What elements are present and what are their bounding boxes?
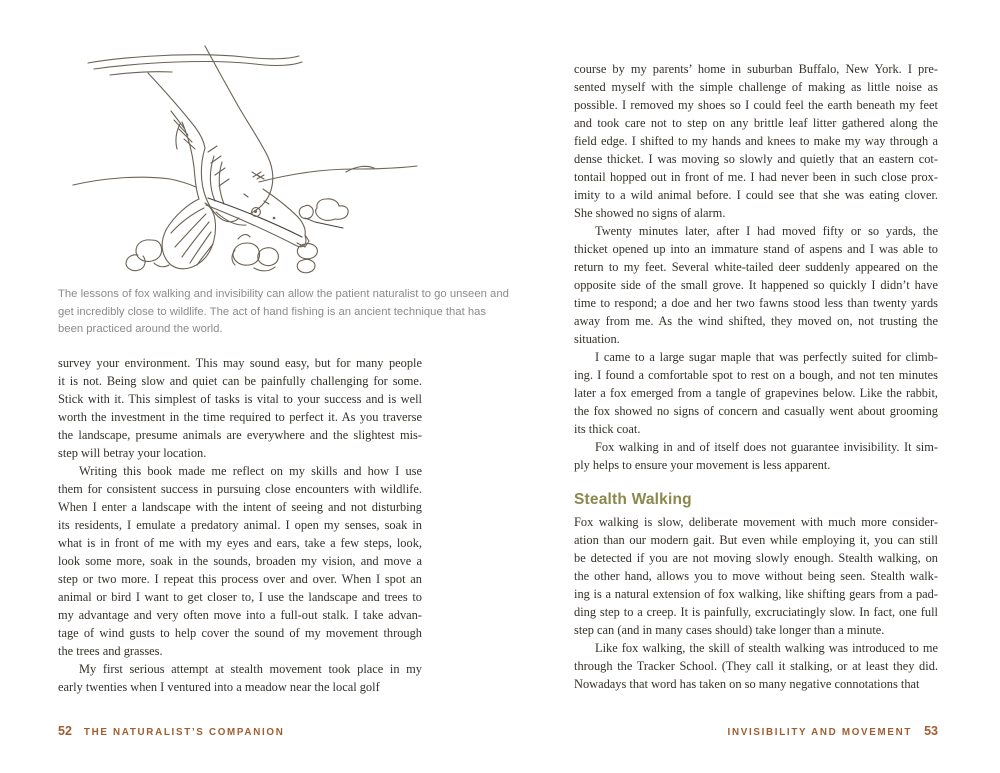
text-line: my advantage and very often move into a full-out stalk. I take advan- (58, 608, 422, 622)
text-line: the landscape, presume animals are everywhere and the slightest mis- (58, 428, 422, 442)
text-line: time to respond; a doe and her two fawns stood less than twenty yards (574, 296, 938, 310)
text-line: animal or bird I want to get closer to, I use the landscape and trees to (58, 590, 422, 604)
text-line: look some more, soak in the sounds, broaden my vision, and move a (58, 554, 422, 568)
text-line: return to my feet. Several white-tailed deer suddenly appeared on the (574, 260, 938, 274)
text-line: its residents, I emulate a predatory animal. I open my senses, soak in (58, 518, 422, 532)
stream-bed-rocks (73, 166, 417, 273)
text-line: the fox showed no signs of concern and casually went about grooming (574, 404, 938, 418)
text-line: away from me. As the wind shifted, they moved on, not trusting the (574, 314, 938, 328)
text-line: step will betray your location. (58, 446, 207, 460)
chapter-running-foot: INVISIBILITY AND MOVEMENT (727, 727, 913, 738)
text-line: course by my parents’ home in suburban Buffalo, New York. I pre- (574, 62, 938, 76)
text-line: Fox walking is slow, deliberate movement with much more consider- (574, 515, 938, 529)
text-line: them for consistent success in pursuing close encounters with wildlife. (58, 482, 422, 496)
text-line: Stick with it. This simplest of tasks is vital to your success and is well (58, 392, 422, 406)
text-line: field edge. I shifted to my hands and knees to make my way through a (574, 134, 938, 148)
text-line: I came to a large sugar maple that was perfectly suited for climb- (595, 350, 938, 364)
text-line: the trees and grasses. (58, 644, 163, 658)
caption-line: been practiced around the world. (58, 323, 223, 335)
text-line: tage of wind gusts to help cover the sound of my movement through (58, 626, 422, 640)
text-line: She showed no signs of alarm. (574, 206, 726, 220)
fish (171, 111, 309, 247)
water-surface-lines (88, 55, 302, 75)
text-line: its thick coat. (574, 422, 641, 436)
text-line: When I enter a landscape with the intent of seeing and not disturbing (58, 500, 422, 514)
text-line: dense thicket. I was moving so slowly and quietly that an eastern cot- (574, 152, 938, 166)
illustration-caption (58, 286, 509, 339)
page-number: 53 (924, 724, 938, 738)
text-line: ation than our modern gait. But even while employing it, you can still (574, 533, 938, 547)
text-line: survey your environment. This may sound easy, but for many people (58, 356, 422, 370)
left-page-body (58, 354, 422, 696)
book-title-running-foot: THE NATURALIST’S COMPANION (83, 727, 285, 738)
text-line: opposite side of the small grove. It happened so quickly I didn’t have (574, 278, 938, 292)
right-page-footer (574, 724, 938, 738)
page-number: 52 (58, 724, 72, 738)
hand-fishing-illustration (58, 36, 422, 282)
arm (148, 46, 273, 213)
text-line: and took care not to step on any brittle leaf litter gathered along the (574, 116, 938, 130)
text-line: through the Tracker School. (They call it stalking, or at least they did. (574, 659, 938, 673)
text-line: ing. I found a comfortable spot to rest on a bough, and not ten minutes (574, 368, 938, 382)
text-line: Like fox walking, the skill of stealth walking was introduced to me (595, 641, 938, 655)
text-line: thicket opened up into an immature stand of aspens and I was able to (574, 242, 938, 256)
text-line: the other hand, allows you to move without being seen. Stealth walk- (574, 569, 938, 583)
text-line: Writing this book made me reflect on my skills and how I use (79, 464, 422, 478)
text-line: step or two more. I repeat this process over and over. When I spot an (58, 572, 422, 586)
text-line: situation. (574, 332, 620, 346)
text-line: what is in front of me with my eyes and ears, take a few steps, look, (58, 536, 422, 550)
text-line: ing is a natural extension of fox walking, like shifting gears from a pad- (574, 587, 938, 601)
left-page-footer (58, 724, 422, 738)
right-page-body (574, 60, 938, 693)
text-line: My first serious attempt at stealth movement took place in my (79, 662, 422, 676)
text-line: Fox walking in and of itself does not guarantee invisibility. It sim- (595, 440, 938, 454)
caption-line: The lessons of fox walking and invisibility can allow the patient naturalist to go unseen and (58, 288, 509, 300)
text-line: later a fox emerged from a tangle of grapevines below. Like the rabbit, (574, 386, 938, 400)
text-line: imity to a wild animal before. I could see that she was eating clover. (574, 188, 938, 202)
tail-fin (162, 199, 215, 269)
text-line: tontail hopped out in front of me. I had never been in such close prox- (574, 170, 938, 184)
text-line: sented myself with the simple challenge of making as little noise as (574, 80, 938, 94)
text-line: early twenties when I ventured into a meadow near the local golf (58, 680, 380, 694)
text-line: Nowadays that word has taken on so many negative connotations that (574, 677, 920, 691)
text-line: Twenty minutes later, after I had moved fifty or so yards, the (595, 224, 938, 238)
text-line: ply helps to ensure your movement is less apparent. (574, 458, 831, 472)
text-line: be detected if you are not moving slowly enough. Stealth walking, on (574, 551, 938, 565)
text-line: worth the investment in the time required to perfect it. As you traverse (58, 410, 422, 424)
text-line: step can (and in many cases should) take longer than a minute. (574, 623, 885, 637)
caption-line: get incredibly close to wildlife. The act of hand fishing is an ancient technique that has (58, 305, 487, 318)
text-line: ding step to a creep. It is painfully, excruciatingly slow. In fact, one full (574, 605, 938, 619)
text-line: it is not. Being slow and quiet can be painfully challenging for some. (58, 374, 422, 388)
section-heading: Stealth Walking (574, 491, 692, 508)
text-line: possible. I removed my shoes so I could feel the earth beneath my feet (574, 98, 938, 112)
